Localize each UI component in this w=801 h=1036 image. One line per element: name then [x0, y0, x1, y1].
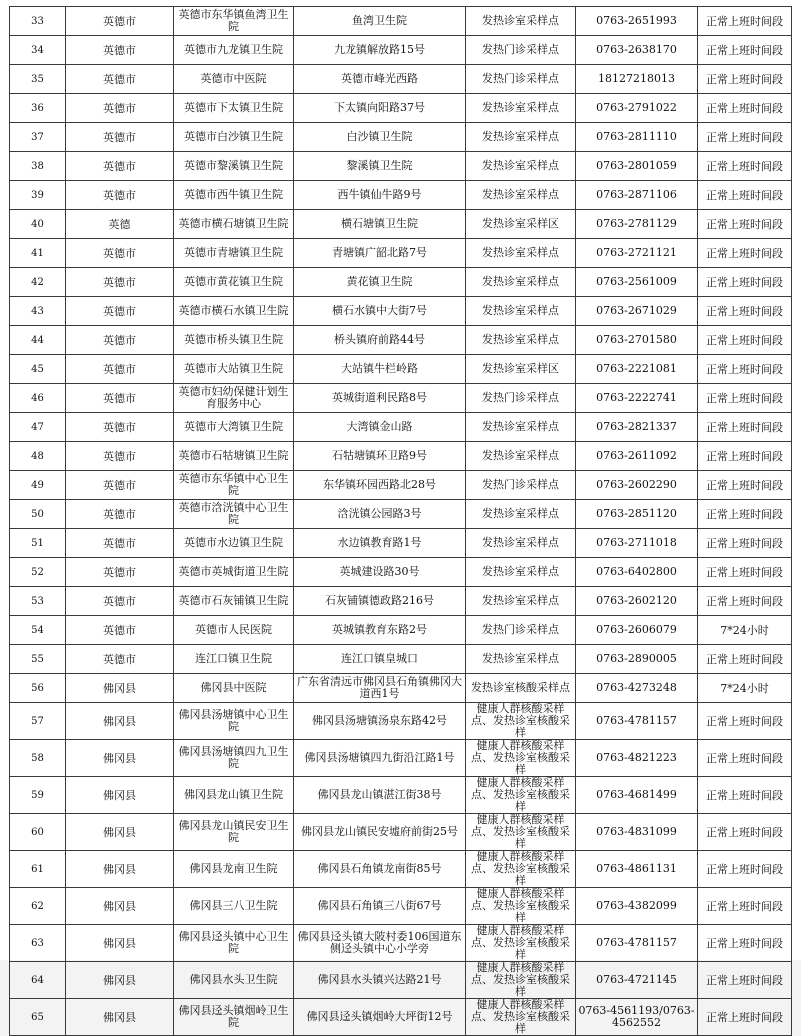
- site-type-cell: 发热门诊采样点: [466, 471, 576, 500]
- address-cell: 西牛镇仙牛路9号: [294, 181, 466, 210]
- district-cell: 佛冈县: [66, 888, 174, 925]
- district-cell: 英德市: [66, 239, 174, 268]
- sampling-sites-table: [9, 6, 792, 1036]
- phone-cell: 0763-2851120: [576, 500, 698, 529]
- phone-cell: 0763-2671029: [576, 297, 698, 326]
- table-row: [10, 297, 792, 326]
- site-type-cell: 发热诊室采样点: [466, 529, 576, 558]
- district-cell: 佛冈县: [66, 851, 174, 888]
- phone-cell: 18127218013: [576, 65, 698, 94]
- service-hours-cell: 正常上班时间段: [698, 645, 792, 674]
- table-row: [10, 123, 792, 152]
- address-cell: 青塘镇广韶北路7号: [294, 239, 466, 268]
- site-type-cell: 健康人群核酸采样点、发热诊室核酸采样: [466, 962, 576, 999]
- row-number: 40: [10, 210, 66, 239]
- site-type-cell: 发热诊室采样点: [466, 558, 576, 587]
- site-type-cell: 发热诊室采样点: [466, 268, 576, 297]
- table-row: [10, 442, 792, 471]
- site-type-cell: 发热诊室采样点: [466, 181, 576, 210]
- site-type-cell: 发热诊室采样点: [466, 587, 576, 616]
- phone-cell: 0763-2721121: [576, 239, 698, 268]
- service-hours-cell: 正常上班时间段: [698, 529, 792, 558]
- district-cell: 英德市: [66, 297, 174, 326]
- district-cell: 佛冈县: [66, 962, 174, 999]
- district-cell: 佛冈县: [66, 703, 174, 740]
- phone-cell: 0763-2606079: [576, 616, 698, 645]
- table-row: [10, 384, 792, 413]
- table-row: [10, 355, 792, 384]
- site-type-cell: 发热诊室采样点: [466, 239, 576, 268]
- phone-cell: 0763-2871106: [576, 181, 698, 210]
- table-body: [10, 7, 792, 1036]
- row-number: 51: [10, 529, 66, 558]
- address-cell: 九龙镇解放路15号: [294, 36, 466, 65]
- district-cell: 佛冈县: [66, 674, 174, 703]
- table-row: [10, 239, 792, 268]
- site-type-cell: 健康人群核酸采样点、发热诊室核酸采样: [466, 888, 576, 925]
- institution-name-cell: 英德市水边镇卫生院: [174, 529, 294, 558]
- district-cell: 英德市: [66, 94, 174, 123]
- row-number: 39: [10, 181, 66, 210]
- row-number: 49: [10, 471, 66, 500]
- service-hours-cell: 正常上班时间段: [698, 268, 792, 297]
- row-number: 35: [10, 65, 66, 94]
- phone-cell: 0763-4273248: [576, 674, 698, 703]
- row-number: 36: [10, 94, 66, 123]
- service-hours-cell: 正常上班时间段: [698, 442, 792, 471]
- row-number: 58: [10, 740, 66, 777]
- row-number: 52: [10, 558, 66, 587]
- institution-name-cell: 英德市东华镇中心卫生院: [174, 471, 294, 500]
- table-row: [10, 500, 792, 529]
- row-number: 54: [10, 616, 66, 645]
- service-hours-cell: 正常上班时间段: [698, 962, 792, 999]
- institution-name-cell: 佛冈县龙南卫生院: [174, 851, 294, 888]
- service-hours-cell: 正常上班时间段: [698, 210, 792, 239]
- service-hours-cell: 正常上班时间段: [698, 355, 792, 384]
- table-row: [10, 326, 792, 355]
- table-row: [10, 268, 792, 297]
- service-hours-cell: 正常上班时间段: [698, 413, 792, 442]
- institution-name-cell: 英德市大站镇卫生院: [174, 355, 294, 384]
- institution-name-cell: 英德市桥头镇卫生院: [174, 326, 294, 355]
- address-cell: 白沙镇卫生院: [294, 123, 466, 152]
- site-type-cell: 发热门诊采样点: [466, 616, 576, 645]
- district-cell: 英德市: [66, 413, 174, 442]
- phone-cell: 0763-2638170: [576, 36, 698, 65]
- service-hours-cell: 正常上班时间段: [698, 181, 792, 210]
- address-cell: 桥头镇府前路44号: [294, 326, 466, 355]
- phone-cell: 0763-4721145: [576, 962, 698, 999]
- service-hours-cell: 正常上班时间段: [698, 297, 792, 326]
- service-hours-cell: 正常上班时间段: [698, 703, 792, 740]
- row-number: 33: [10, 7, 66, 36]
- address-cell: 黎溪镇卫生院: [294, 152, 466, 181]
- district-cell: 英德市: [66, 442, 174, 471]
- table-row: [10, 152, 792, 181]
- address-cell: 大站镇牛栏岭路: [294, 355, 466, 384]
- address-cell: 佛冈县石角镇龙南街85号: [294, 851, 466, 888]
- institution-name-cell: 英德市九龙镇卫生院: [174, 36, 294, 65]
- table-row: [10, 674, 792, 703]
- district-cell: 英德市: [66, 616, 174, 645]
- site-type-cell: 健康人群核酸采样点、发热诊室核酸采样: [466, 814, 576, 851]
- address-cell: 浛洸镇公园路3号: [294, 500, 466, 529]
- table-row: [10, 181, 792, 210]
- district-cell: 英德市: [66, 36, 174, 65]
- district-cell: 佛冈县: [66, 814, 174, 851]
- address-cell: 横石塘镇卫生院: [294, 210, 466, 239]
- institution-name-cell: 英德市妇幼保健计划生育服务中心: [174, 384, 294, 413]
- district-cell: 英德市: [66, 587, 174, 616]
- table-row: [10, 777, 792, 814]
- site-type-cell: 发热诊室采样点: [466, 413, 576, 442]
- row-number: 63: [10, 925, 66, 962]
- address-cell: 石牯塘镇环卫路9号: [294, 442, 466, 471]
- institution-name-cell: 英德市英城街道卫生院: [174, 558, 294, 587]
- row-number: 42: [10, 268, 66, 297]
- table-row: [10, 925, 792, 962]
- phone-cell: 0763-2651993: [576, 7, 698, 36]
- phone-cell: 0763-2811110: [576, 123, 698, 152]
- institution-name-cell: 佛冈县龙山镇民安卫生院: [174, 814, 294, 851]
- address-cell: 东华镇环园西路北28号: [294, 471, 466, 500]
- table-row: [10, 645, 792, 674]
- district-cell: 英德市: [66, 268, 174, 297]
- site-type-cell: 发热门诊采样点: [466, 65, 576, 94]
- phone-cell: 0763-6402800: [576, 558, 698, 587]
- site-type-cell: 发热诊室采样点: [466, 7, 576, 36]
- site-type-cell: 健康人群核酸采样点、发热诊室核酸采样: [466, 703, 576, 740]
- institution-name-cell: 佛冈县迳头镇中心卫生院: [174, 925, 294, 962]
- service-hours-cell: 正常上班时间段: [698, 777, 792, 814]
- service-hours-cell: 正常上班时间段: [698, 471, 792, 500]
- institution-name-cell: 英德市黎溪镇卫生院: [174, 152, 294, 181]
- site-type-cell: 发热诊室采样点: [466, 500, 576, 529]
- phone-cell: 0763-4781157: [576, 703, 698, 740]
- institution-name-cell: 英德市西牛镇卫生院: [174, 181, 294, 210]
- address-cell: 英城镇教育东路2号: [294, 616, 466, 645]
- row-number: 60: [10, 814, 66, 851]
- service-hours-cell: 正常上班时间段: [698, 888, 792, 925]
- institution-name-cell: 英德市人民医院: [174, 616, 294, 645]
- service-hours-cell: 正常上班时间段: [698, 587, 792, 616]
- table-row: [10, 558, 792, 587]
- district-cell: 英德市: [66, 645, 174, 674]
- institution-name-cell: 英德市东华镇鱼湾卫生院: [174, 7, 294, 36]
- table-row: [10, 94, 792, 123]
- phone-cell: 0763-2701580: [576, 326, 698, 355]
- row-number: 50: [10, 500, 66, 529]
- row-number: 61: [10, 851, 66, 888]
- address-cell: 黄花镇卫生院: [294, 268, 466, 297]
- phone-cell: 0763-4681499: [576, 777, 698, 814]
- table-row: [10, 703, 792, 740]
- address-cell: 英城建设路30号: [294, 558, 466, 587]
- institution-name-cell: 英德市中医院: [174, 65, 294, 94]
- phone-cell: 0763-2221081: [576, 355, 698, 384]
- service-hours-cell: 正常上班时间段: [698, 500, 792, 529]
- service-hours-cell: 正常上班时间段: [698, 239, 792, 268]
- address-cell: 水边镇教育路1号: [294, 529, 466, 558]
- table-row: [10, 814, 792, 851]
- site-type-cell: 健康人群核酸采样点、发热诊室核酸采样: [466, 999, 576, 1036]
- row-number: 34: [10, 36, 66, 65]
- district-cell: 英德市: [66, 181, 174, 210]
- phone-cell: 0763-4861131: [576, 851, 698, 888]
- district-cell: 英德市: [66, 123, 174, 152]
- address-cell: 英城街道利民路8号: [294, 384, 466, 413]
- district-cell: 佛冈县: [66, 999, 174, 1036]
- phone-cell: 0763-2711018: [576, 529, 698, 558]
- row-number: 65: [10, 999, 66, 1036]
- institution-name-cell: 佛冈县中医院: [174, 674, 294, 703]
- address-cell: 佛冈县石角镇三八街67号: [294, 888, 466, 925]
- phone-cell: 0763-4382099: [576, 888, 698, 925]
- site-type-cell: 发热诊室采样区: [466, 355, 576, 384]
- phone-cell: 0763-4561193/0763-4562552: [576, 999, 698, 1036]
- address-cell: 佛冈县汤塘镇汤泉东路42号: [294, 703, 466, 740]
- institution-name-cell: 佛冈县水头卫生院: [174, 962, 294, 999]
- service-hours-cell: 正常上班时间段: [698, 384, 792, 413]
- row-number: 64: [10, 962, 66, 999]
- table-row: [10, 65, 792, 94]
- district-cell: 英德市: [66, 355, 174, 384]
- address-cell: 佛冈县汤塘镇四九街沿江路1号: [294, 740, 466, 777]
- site-type-cell: 发热诊室采样点: [466, 297, 576, 326]
- site-type-cell: 健康人群核酸采样点、发热诊室核酸采样: [466, 925, 576, 962]
- row-number: 62: [10, 888, 66, 925]
- row-number: 37: [10, 123, 66, 152]
- site-type-cell: 发热门诊采样点: [466, 384, 576, 413]
- institution-name-cell: 英德市横石水镇卫生院: [174, 297, 294, 326]
- address-cell: 佛冈县迳头镇烟岭大坪街12号: [294, 999, 466, 1036]
- phone-cell: 0763-2821337: [576, 413, 698, 442]
- service-hours-cell: 正常上班时间段: [698, 152, 792, 181]
- institution-name-cell: 英德市石牯塘镇卫生院: [174, 442, 294, 471]
- phone-cell: 0763-2602120: [576, 587, 698, 616]
- service-hours-cell: 正常上班时间段: [698, 558, 792, 587]
- institution-name-cell: 佛冈县汤塘镇中心卫生院: [174, 703, 294, 740]
- service-hours-cell: 正常上班时间段: [698, 94, 792, 123]
- phone-cell: 0763-4781157: [576, 925, 698, 962]
- phone-cell: 0763-2801059: [576, 152, 698, 181]
- district-cell: 英德: [66, 210, 174, 239]
- site-type-cell: 发热诊室采样区: [466, 210, 576, 239]
- site-type-cell: 发热门诊采样点: [466, 36, 576, 65]
- institution-name-cell: 英德市石灰铺镇卫生院: [174, 587, 294, 616]
- row-number: 45: [10, 355, 66, 384]
- district-cell: 佛冈县: [66, 925, 174, 962]
- address-cell: 鱼湾卫生院: [294, 7, 466, 36]
- row-number: 46: [10, 384, 66, 413]
- service-hours-cell: 7*24小时: [698, 674, 792, 703]
- phone-cell: 0763-2222741: [576, 384, 698, 413]
- address-cell: 大湾镇金山路: [294, 413, 466, 442]
- row-number: 55: [10, 645, 66, 674]
- institution-name-cell: 佛冈县汤塘镇四九卫生院: [174, 740, 294, 777]
- table-row: [10, 413, 792, 442]
- row-number: 53: [10, 587, 66, 616]
- row-number: 38: [10, 152, 66, 181]
- district-cell: 佛冈县: [66, 740, 174, 777]
- institution-name-cell: 英德市黄花镇卫生院: [174, 268, 294, 297]
- service-hours-cell: 正常上班时间段: [698, 7, 792, 36]
- site-type-cell: 发热诊室采样点: [466, 94, 576, 123]
- row-number: 43: [10, 297, 66, 326]
- service-hours-cell: 正常上班时间段: [698, 65, 792, 94]
- district-cell: 英德市: [66, 326, 174, 355]
- institution-name-cell: 英德市白沙镇卫生院: [174, 123, 294, 152]
- service-hours-cell: 7*24小时: [698, 616, 792, 645]
- institution-name-cell: 英德市浛洸镇中心卫生院: [174, 500, 294, 529]
- phone-cell: 0763-2602290: [576, 471, 698, 500]
- table-row: [10, 888, 792, 925]
- table-row: [10, 7, 792, 36]
- table-row: [10, 616, 792, 645]
- site-type-cell: 发热诊室采样点: [466, 442, 576, 471]
- service-hours-cell: 正常上班时间段: [698, 740, 792, 777]
- address-cell: 佛冈县水头镇兴达路21号: [294, 962, 466, 999]
- table-row: [10, 587, 792, 616]
- site-type-cell: 健康人群核酸采样点、发热诊室核酸采样: [466, 740, 576, 777]
- institution-name-cell: 英德市青塘镇卫生院: [174, 239, 294, 268]
- address-cell: 佛冈县迳头镇大陂村委106国道东侧迳头镇中心小学旁: [294, 925, 466, 962]
- institution-name-cell: 英德市横石塘镇卫生院: [174, 210, 294, 239]
- address-cell: 下太镇向阳路37号: [294, 94, 466, 123]
- site-type-cell: 健康人群核酸采样点、发热诊室核酸采样: [466, 851, 576, 888]
- table-row: [10, 962, 792, 999]
- site-type-cell: 发热诊室采样点: [466, 152, 576, 181]
- institution-name-cell: 佛冈县三八卫生院: [174, 888, 294, 925]
- institution-name-cell: 佛冈县龙山镇卫生院: [174, 777, 294, 814]
- address-cell: 石灰铺镇德政路216号: [294, 587, 466, 616]
- address-cell: 英德市峰光西路: [294, 65, 466, 94]
- address-cell: 佛冈县龙山镇湛江街38号: [294, 777, 466, 814]
- table-row: [10, 529, 792, 558]
- service-hours-cell: 正常上班时间段: [698, 925, 792, 962]
- district-cell: 佛冈县: [66, 777, 174, 814]
- district-cell: 英德市: [66, 500, 174, 529]
- table-row: [10, 851, 792, 888]
- district-cell: 英德市: [66, 558, 174, 587]
- row-number: 47: [10, 413, 66, 442]
- service-hours-cell: 正常上班时间段: [698, 999, 792, 1036]
- site-type-cell: 发热诊室核酸采样点: [466, 674, 576, 703]
- address-cell: 佛冈县龙山镇民安墟府前街25号: [294, 814, 466, 851]
- site-type-cell: 发热诊室采样点: [466, 326, 576, 355]
- district-cell: 英德市: [66, 384, 174, 413]
- site-type-cell: 发热诊室采样点: [466, 645, 576, 674]
- table-row: [10, 740, 792, 777]
- site-type-cell: 健康人群核酸采样点、发热诊室核酸采样: [466, 777, 576, 814]
- address-cell: 广东省清远市佛冈县石角镇佛冈大道西1号: [294, 674, 466, 703]
- table-row: [10, 999, 792, 1036]
- district-cell: 英德市: [66, 65, 174, 94]
- address-cell: 横石水镇中大街7号: [294, 297, 466, 326]
- row-number: 48: [10, 442, 66, 471]
- service-hours-cell: 正常上班时间段: [698, 326, 792, 355]
- table-row: [10, 36, 792, 65]
- service-hours-cell: 正常上班时间段: [698, 36, 792, 65]
- phone-cell: 0763-4831099: [576, 814, 698, 851]
- institution-name-cell: 英德市大湾镇卫生院: [174, 413, 294, 442]
- row-number: 41: [10, 239, 66, 268]
- phone-cell: 0763-2561009: [576, 268, 698, 297]
- site-type-cell: 发热诊室采样点: [466, 123, 576, 152]
- row-number: 56: [10, 674, 66, 703]
- district-cell: 英德市: [66, 152, 174, 181]
- row-number: 59: [10, 777, 66, 814]
- institution-name-cell: 英德市下太镇卫生院: [174, 94, 294, 123]
- phone-cell: 0763-2791022: [576, 94, 698, 123]
- service-hours-cell: 正常上班时间段: [698, 851, 792, 888]
- row-number: 57: [10, 703, 66, 740]
- table-row: [10, 471, 792, 500]
- address-cell: 连江口镇皇城口: [294, 645, 466, 674]
- table-row: [10, 210, 792, 239]
- phone-cell: 0763-2611092: [576, 442, 698, 471]
- phone-cell: 0763-2781129: [576, 210, 698, 239]
- institution-name-cell: 佛冈县迳头镇烟岭卫生院: [174, 999, 294, 1036]
- district-cell: 英德市: [66, 7, 174, 36]
- service-hours-cell: 正常上班时间段: [698, 814, 792, 851]
- district-cell: 英德市: [66, 471, 174, 500]
- phone-cell: 0763-2890005: [576, 645, 698, 674]
- district-cell: 英德市: [66, 529, 174, 558]
- row-number: 44: [10, 326, 66, 355]
- institution-name-cell: 连江口镇卫生院: [174, 645, 294, 674]
- phone-cell: 0763-4821223: [576, 740, 698, 777]
- service-hours-cell: 正常上班时间段: [698, 123, 792, 152]
